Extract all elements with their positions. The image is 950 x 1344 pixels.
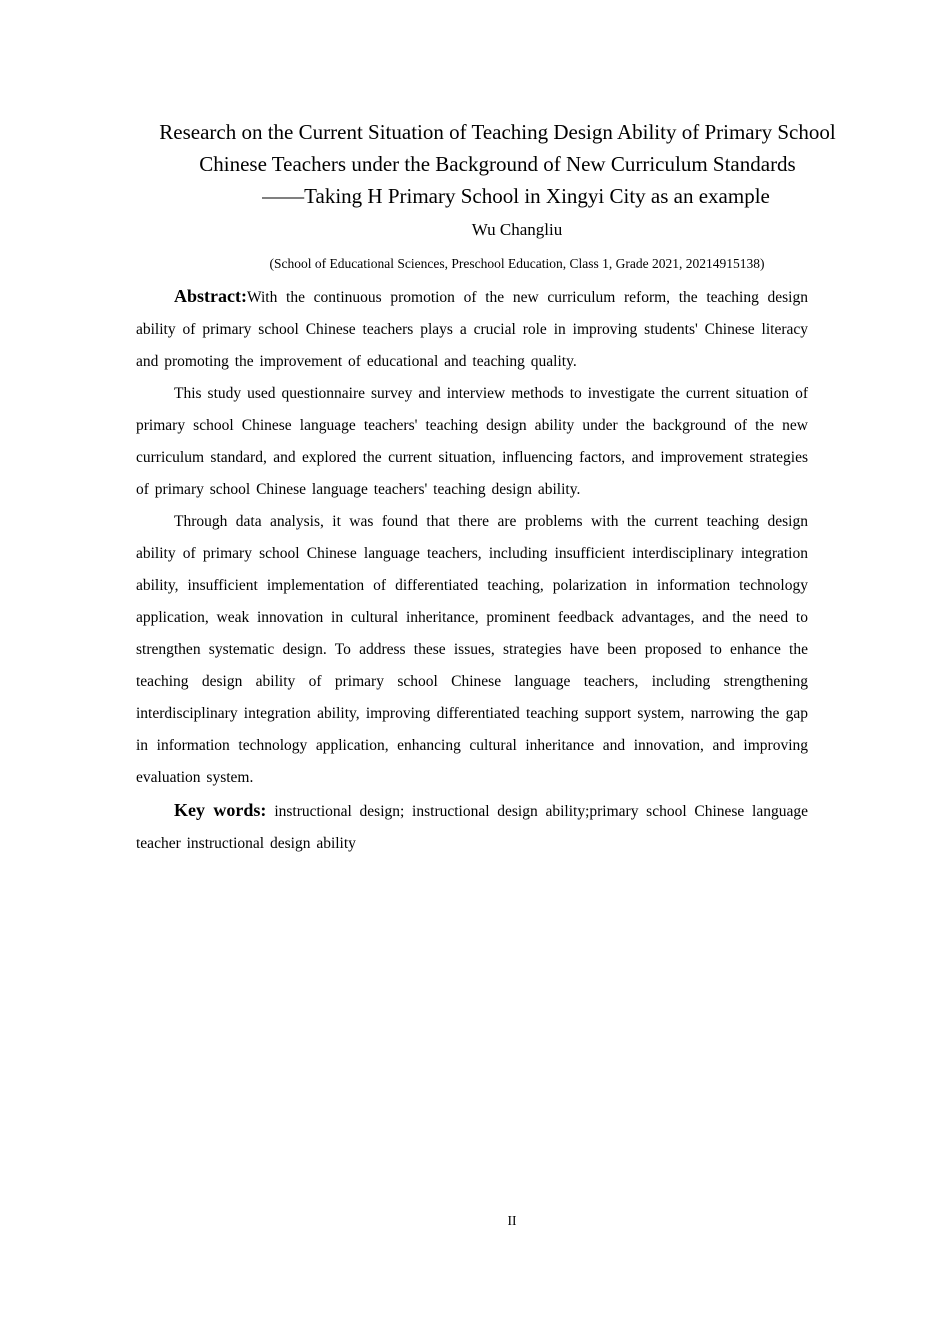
abstract-paragraph-1-text: With the continuous promotion of the new curriculum reform, the teaching design ability of primary school Chinese teachers plays a crucial role in improving students' Chinese literacy and promoting the improvement of educational and teaching quality. — [136, 289, 808, 370]
title-line-2: Chinese Teachers under the Background of New Curriculum Standards — [199, 152, 796, 176]
abstract-label: Abstract: — [174, 286, 247, 306]
author-name: Wu Changliu — [471, 220, 563, 239]
abstract-paragraph-3: Through data analysis, it was found that there are problems with the current teaching design ability of primary school Chinese language teachers, including insufficient interdisciplinary integration ability, insufficient implementation of differentiated teaching, polarization in information technology application, weak innovation in cultural inheritance, prominent feedback advantages, and the need to strengthen systematic design. To address these issues, strategies have been proposed to enhance the teaching design ability of primary school Chinese language teachers, including strengthening interdisciplinary integration ability, improving differentiated teaching support system, narrowing the gap in information technology application, enhancing cultural inheritance and innovation, and improving evaluation system. — [136, 513, 808, 786]
keywords-label: Key words: — [174, 800, 267, 820]
abstract-paragraph-2: This study used questionnaire survey and interview methods to investigate the current situation of primary school Chinese language teachers' teaching design ability under the background of the new curriculum standard, and explored the current situation, influencing factors, and improvement strategies of primary school Chinese language teachers' teaching design ability. — [136, 385, 808, 498]
keywords-paragraph — [136, 794, 808, 860]
abstract-paragraph-1 — [136, 280, 808, 378]
keywords-text: instructional design; instructional design ability;primary school Chinese language teacher instructional design ability — [136, 803, 808, 852]
page-number: II — [507, 1213, 517, 1228]
title-line-1: Research on the Current Situation of Teaching Design Ability of Primary School — [159, 120, 836, 144]
abstract-section — [136, 280, 808, 860]
subtitle-line: ——Taking H Primary School in Xingyi City as an example — [262, 184, 770, 208]
author-affiliation: (School of Educational Sciences, Preschool Education, Class 1, Grade 2021, 20214915138) — [269, 256, 765, 271]
